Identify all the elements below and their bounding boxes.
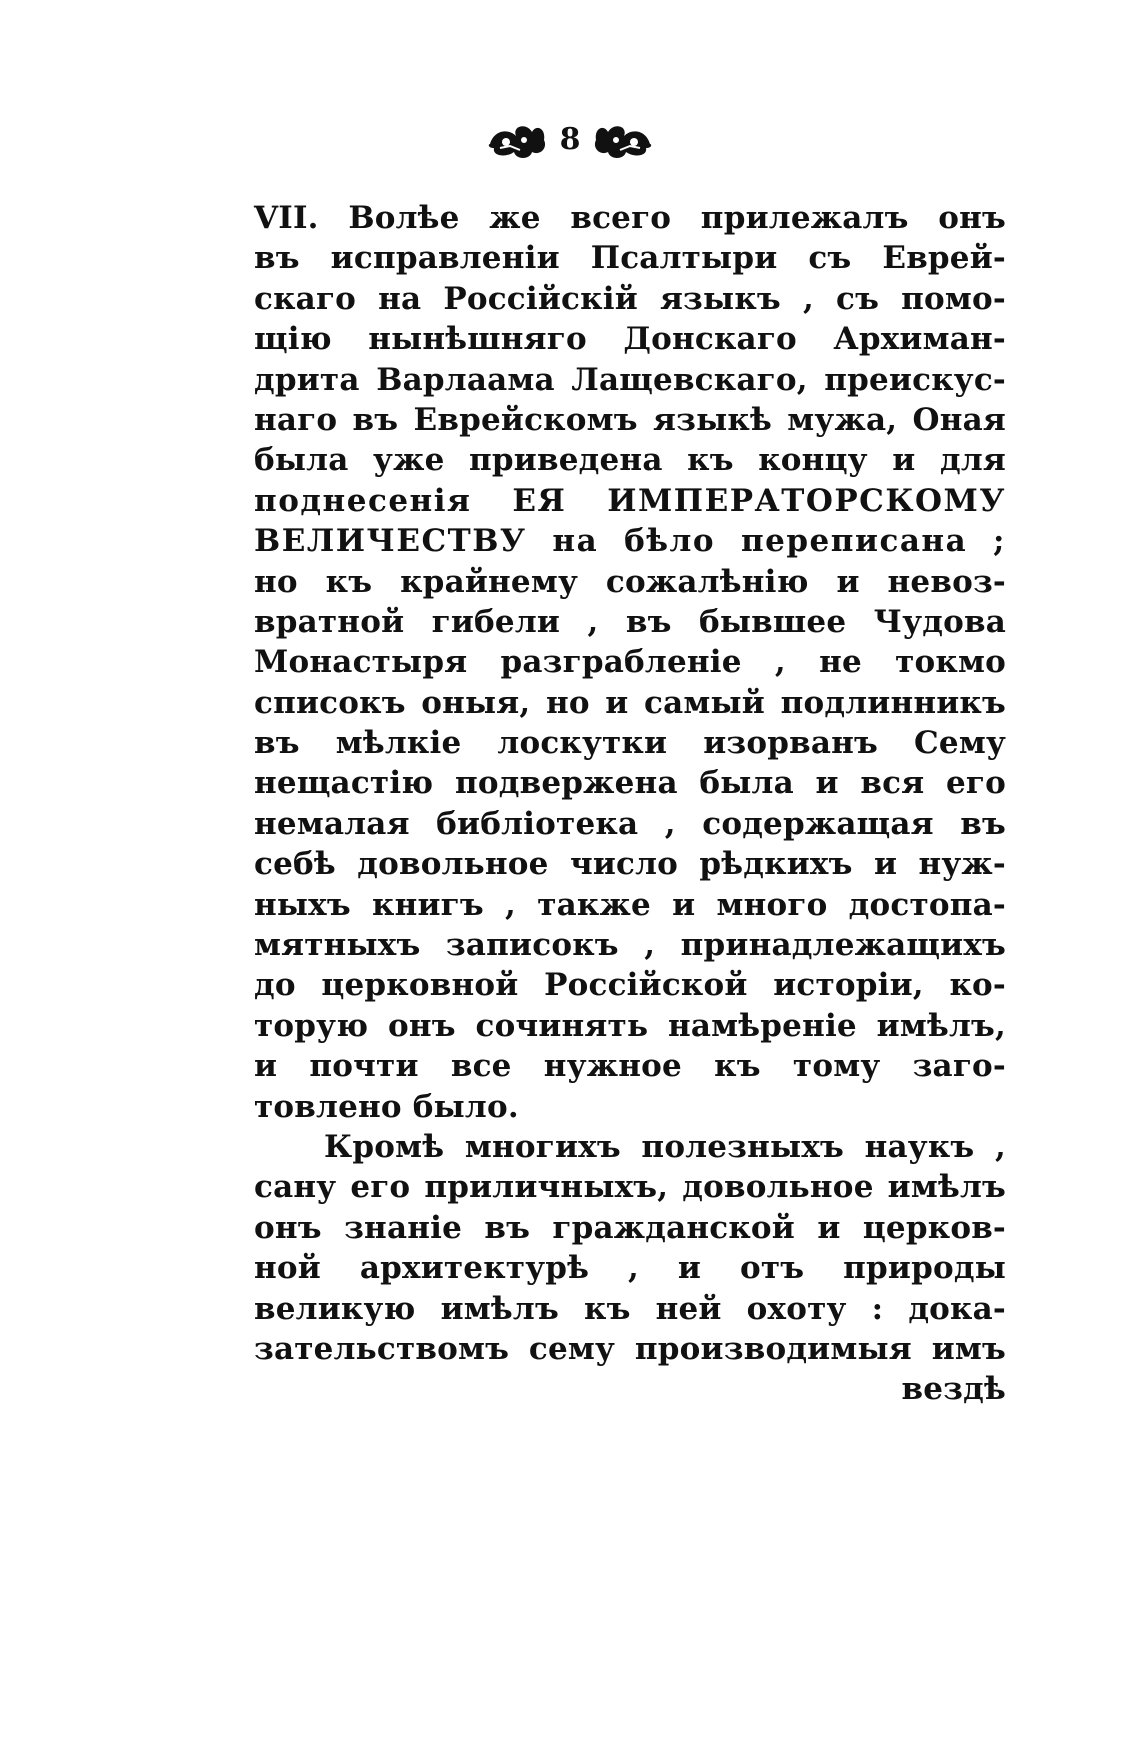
text-line: Кромѣ многихъ полезныхъ наукъ , xyxy=(324,1128,1006,1165)
text-line: но къ крайнему сожалѣнію и невоз- xyxy=(254,563,1006,600)
text-line: зательствомъ сему производимыя имъ xyxy=(254,1330,1006,1367)
text-line: великую имѣлъ къ ней охоту : дока- xyxy=(254,1290,1006,1327)
text-line: себѣ довольное число рѣдкихъ и нуж- xyxy=(254,846,1006,883)
text-line: дрита Варлаама Лащевскаго, преискус- xyxy=(254,361,1006,398)
paragraph-1 xyxy=(254,198,1006,1127)
text-line: торую онъ сочинять намѣреніе имѣлъ, xyxy=(254,1007,1006,1044)
text-line: поднесенія ЕЯ ИМПЕРАТОРСКОМУ xyxy=(254,482,1006,519)
text-line: ныхъ книгъ , также и много достопа- xyxy=(254,886,1006,923)
page-number: 8 xyxy=(559,122,581,157)
text-line: и почти все нужное къ тому загo- xyxy=(254,1048,1006,1085)
text-line: въ исправленіи Псалтыри съ Еврей- xyxy=(254,240,1006,277)
text-line: нещастію подвержена была и вся его xyxy=(254,765,1006,802)
ornament-right-icon xyxy=(590,118,654,162)
text-line: была уже приведена къ концу и для xyxy=(254,442,1006,479)
text-line: Монастыря разграбленіе , не токмо xyxy=(254,644,1006,681)
text-line: щію нынѣшняго Донскаго Архиман- xyxy=(254,321,1006,358)
text-line: скаго на Россійскій языкъ , съ помо- xyxy=(254,280,1006,317)
text-line: списокъ оныя, но и самый подлинникъ xyxy=(254,684,1006,721)
ornament-left-icon xyxy=(486,118,550,162)
text-line: до церковной Россійской исторіи, ко- xyxy=(254,967,1006,1004)
text-line: вратной гибели , въ бывшее Чудова xyxy=(254,603,1006,640)
text-line: VII. Волѣе же всего прилежалъ онъ xyxy=(254,200,1006,236)
text-line: мятныхъ записокъ , принадлежащихъ xyxy=(254,927,1006,964)
body-text xyxy=(254,198,1006,1410)
text-line: сану его приличныхъ, довольное имѣлъ xyxy=(254,1169,1006,1206)
text-line: ВЕЛИЧЕСТВУ на бѣло переписана ; xyxy=(254,523,1006,560)
text-line: немалая библіотека , содержащая въ xyxy=(254,805,1006,842)
text-line: наго въ Еврейскомъ языкѣ мужа, Оная xyxy=(254,401,1006,438)
text-line: въ мѣлкіе лоскутки изорванъ Сему xyxy=(254,725,1006,762)
text-line: товлено было. xyxy=(254,1088,519,1125)
text-line: ной архитектурѣ , и отъ природы xyxy=(254,1250,1006,1287)
page-header xyxy=(0,118,1140,162)
paragraph-2 xyxy=(254,1127,1006,1369)
text-line: онъ знаніе въ гражданской и церков- xyxy=(254,1209,1006,1246)
catchword: вездѣ xyxy=(901,1371,1006,1408)
